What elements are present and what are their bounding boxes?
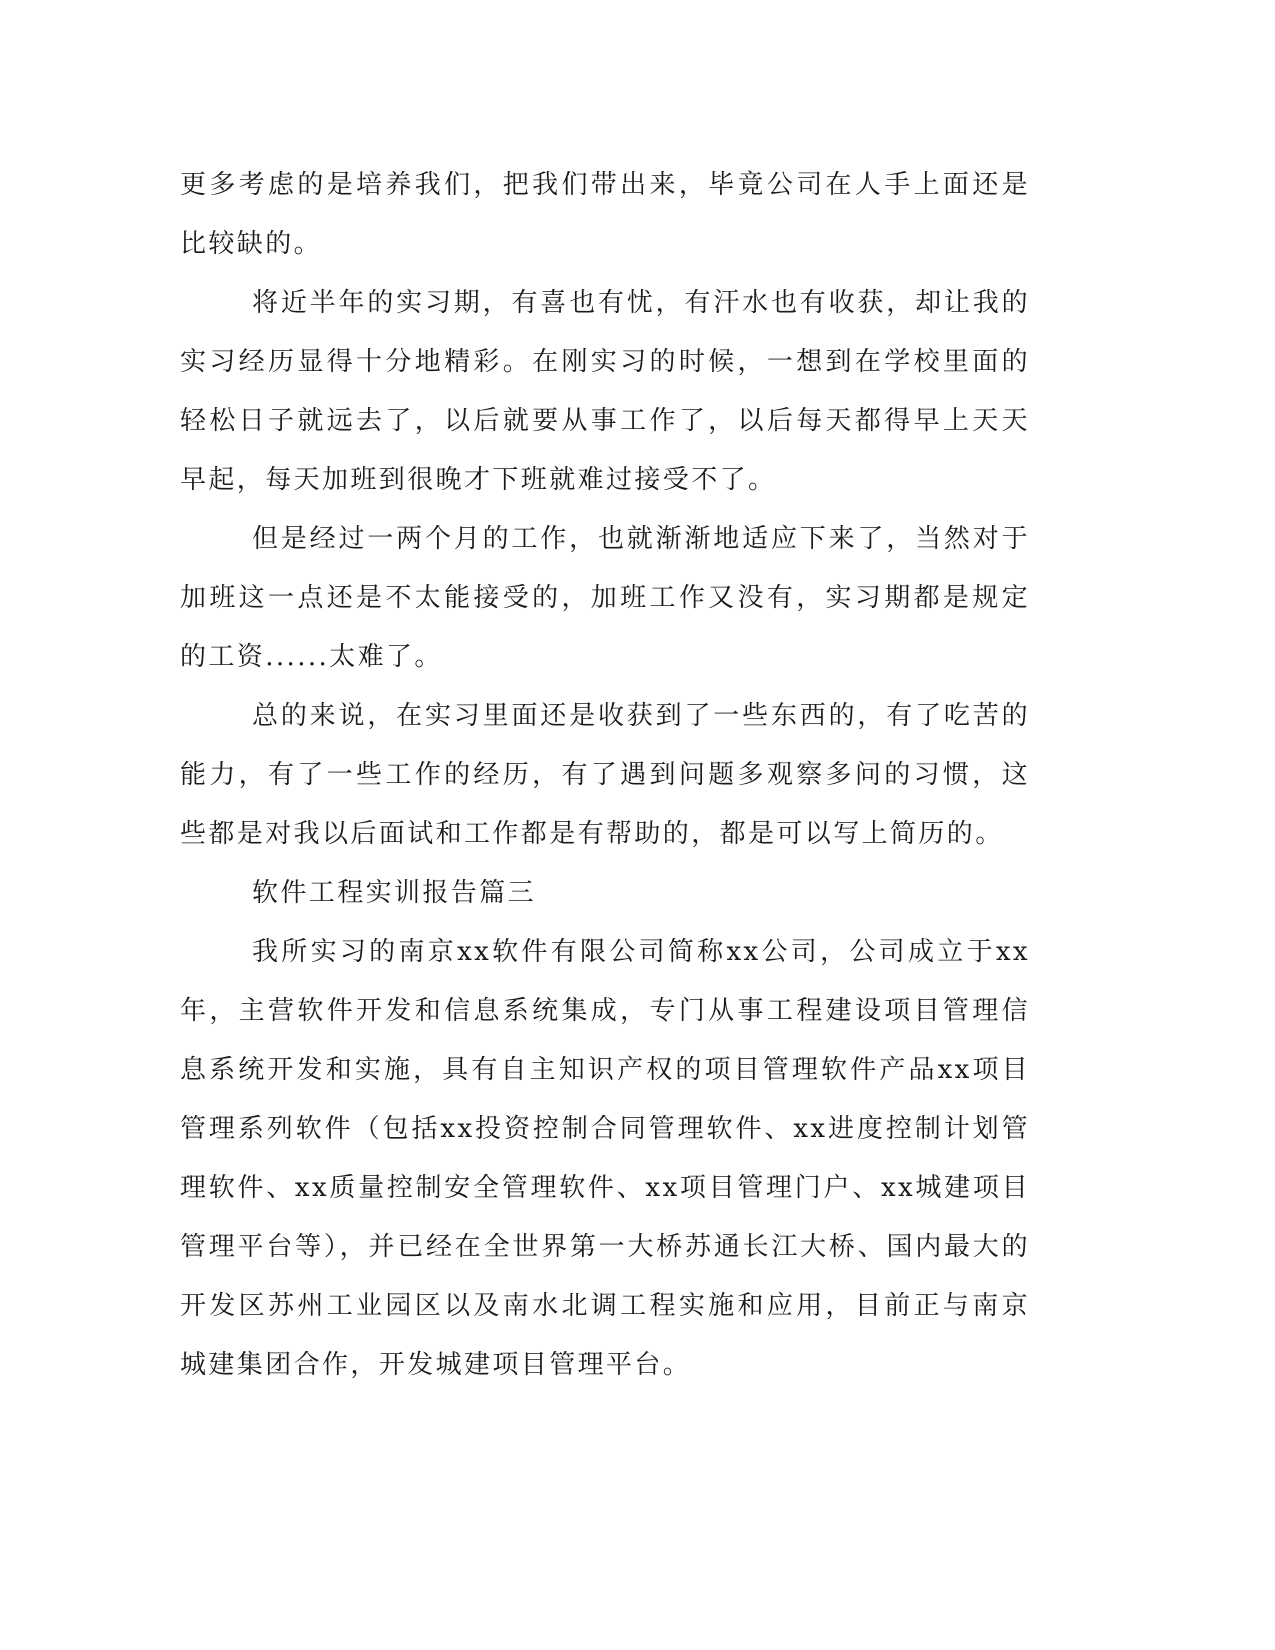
paragraph-adaptation: 但是经过一两个月的工作，也就渐渐地适应下来了，当然对于加班这一点还是不太能接受的，加班工作又没有，实习期都是规定的工资......太难了。 xyxy=(180,524,1030,672)
section-heading: 软件工程实训报告篇三 xyxy=(252,878,537,908)
paragraph-company-intro: 我所实习的南京xx软件有限公司简称xx公司，公司成立于xx年，主营软件开发和信息系统集成，专门从事工程建设项目管理信息系统开发和实施，具有自主知识产权的项目管理软件产品xx项目管理系列软件（包括xx投资控制合同管理软件、xx进度控制计划管理软件、xx质量控制安全管理软件、xx项目管理门户、xx城建项目管理平台等），并已经在全世界第一大桥苏通长江大桥、国内最大的开发区苏州工业园区以及南水北调工程实施和应用，目前正与南京城建集团合作，开发城建项目管理平台。 xyxy=(180,937,1030,1380)
paragraph-internship-period: 将近半年的实习期，有喜也有忧，有汗水也有收获，却让我的实习经历显得十分地精彩。在刚实习的时候，一想到在学校里面的轻松日子就远去了，以后就要从事工作了，以后每天都得早上天天早起，每天加班到很晚才下班就难过接受不了。 xyxy=(180,288,1030,495)
document-body xyxy=(180,156,1030,1395)
paragraph-continuation: 更多考虑的是培养我们，把我们带出来，毕竟公司在人手上面还是比较缺的。 xyxy=(180,170,1030,259)
paragraph-summary: 总的来说，在实习里面还是收获到了一些东西的，有了吃苦的能力，有了一些工作的经历，有了遇到问题多观察多问的习惯，这些都是对我以后面试和工作都是有帮助的，都是可以写上简历的。 xyxy=(180,701,1030,849)
